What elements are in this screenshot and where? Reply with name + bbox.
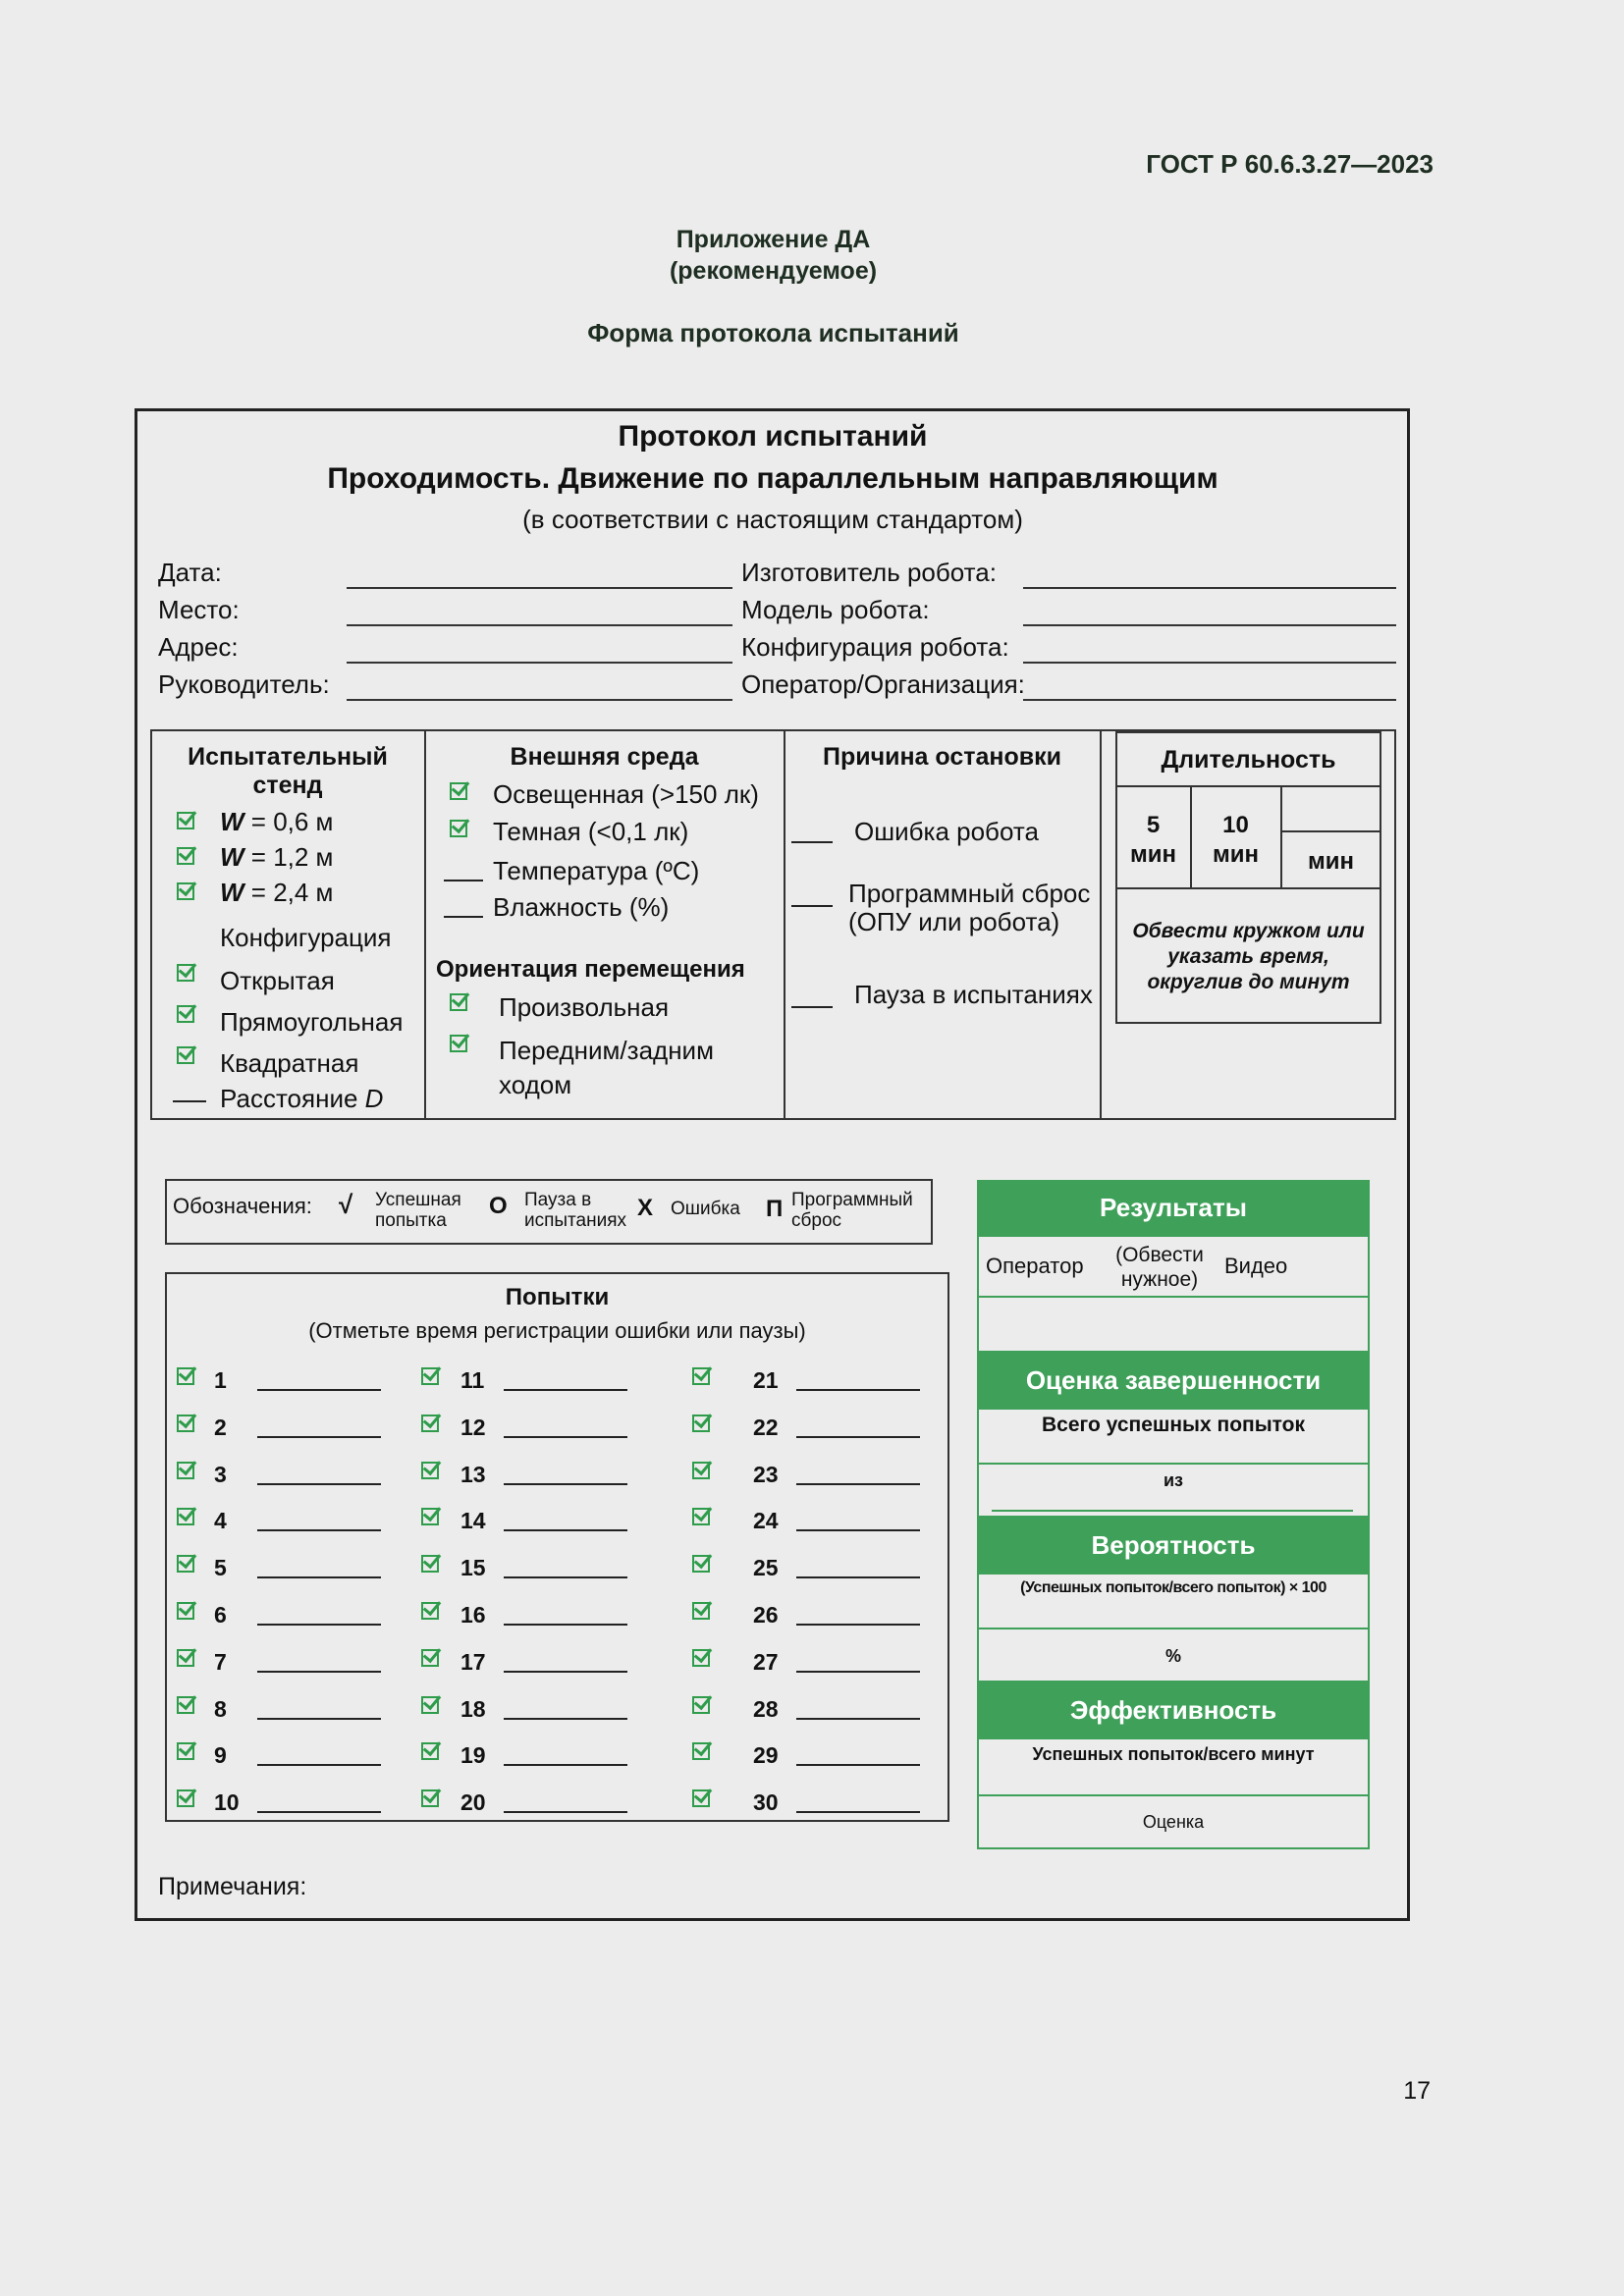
attempt-number: 24 (753, 1508, 779, 1534)
attempt-number: 18 (460, 1695, 486, 1722)
divider (977, 1296, 1370, 1298)
divider (424, 729, 426, 1120)
attempts-note: (Отметьте время регистрации ошибки или паузы) (308, 1318, 806, 1343)
attempt-number: 23 (753, 1461, 779, 1487)
attempt-number: 26 (753, 1602, 779, 1628)
attempts-header: Попытки (505, 1284, 610, 1310)
attempt-number: 2 (214, 1414, 227, 1440)
attempt-number: 7 (214, 1648, 227, 1675)
attempt-time-input-line[interactable] (796, 1671, 920, 1673)
attempt-checkbox-icon[interactable] (421, 1555, 439, 1573)
env-dark: Темная (<0,1 лк) (493, 817, 689, 846)
attempt-time-input-line[interactable] (796, 1483, 920, 1485)
width-option-3: W = 2,4 м (220, 878, 334, 907)
attempt-number: 14 (460, 1508, 486, 1534)
attempt-checkbox-icon[interactable] (421, 1649, 439, 1667)
checkbox-icon[interactable] (450, 820, 467, 837)
attempt-checkbox-icon[interactable] (692, 1367, 710, 1385)
divider (977, 1628, 1370, 1629)
legend-success-text: Успешная попытка (375, 1190, 461, 1231)
stop-robot-error: Ошибка робота (854, 817, 1039, 846)
attempt-checkbox-icon[interactable] (421, 1602, 439, 1620)
duration-10-min[interactable]: 10 мин (1212, 812, 1259, 868)
attempt-number: 1 (214, 1367, 227, 1393)
checkbox-icon[interactable] (450, 993, 467, 1011)
attempt-checkbox-icon[interactable] (421, 1742, 439, 1760)
of-label: из (1163, 1470, 1183, 1490)
attempt-checkbox-icon[interactable] (177, 1696, 194, 1714)
temperature-input-line[interactable] (444, 880, 483, 881)
attempt-number: 22 (753, 1414, 779, 1440)
legend-reset-symbol: П (766, 1196, 784, 1222)
robot-error-input-line[interactable] (791, 841, 833, 843)
field-supervisor-label: Руководитель: (158, 669, 330, 699)
attempt-number: 6 (214, 1602, 227, 1628)
attempt-time-input-line[interactable] (257, 1436, 381, 1438)
attempt-time-input-line[interactable] (257, 1529, 381, 1531)
field-address-label: Адрес: (158, 632, 239, 662)
field-model-label: Модель робота: (741, 595, 930, 624)
attempt-time-input-line[interactable] (796, 1718, 920, 1720)
attempts-box (165, 1272, 949, 1822)
distance-input-line[interactable] (173, 1100, 206, 1102)
orientation-any: Произвольная (499, 992, 670, 1022)
attempt-time-input-line[interactable] (504, 1671, 627, 1673)
attempt-checkbox-icon[interactable] (177, 1789, 194, 1807)
attempt-time-input-line[interactable] (796, 1576, 920, 1578)
attempt-checkbox-icon[interactable] (177, 1649, 194, 1667)
duration-5-min[interactable]: 5 мин (1129, 812, 1176, 868)
humidity-input-line[interactable] (444, 916, 483, 918)
attempt-time-input-line[interactable] (504, 1624, 627, 1626)
attempt-time-input-line[interactable] (257, 1389, 381, 1391)
divider (977, 1463, 1370, 1465)
attempt-number: 20 (460, 1789, 486, 1816)
checkbox-icon[interactable] (177, 1046, 194, 1064)
manufacturer-input-line[interactable] (1023, 587, 1396, 589)
attempt-time-input-line[interactable] (257, 1483, 381, 1485)
attempt-checkbox-icon[interactable] (692, 1415, 710, 1432)
results-video[interactable]: Видео (1224, 1254, 1288, 1278)
attempt-checkbox-icon[interactable] (421, 1508, 439, 1525)
operator-input-line[interactable] (1023, 699, 1396, 701)
date-input-line[interactable] (347, 587, 732, 589)
legend-reset-text: Программный сброс (791, 1190, 913, 1231)
document-code: ГОСТ Р 60.6.3.27—2023 (1146, 149, 1434, 179)
attempt-number: 28 (753, 1695, 779, 1722)
duration-header: Длительность (1161, 746, 1336, 774)
attempt-time-input-line[interactable] (796, 1529, 920, 1531)
attempt-time-input-line[interactable] (796, 1764, 920, 1766)
checkbox-icon[interactable] (177, 812, 194, 829)
field-operator-label: Оператор/Организация: (741, 669, 1025, 699)
divider (1280, 830, 1381, 832)
config-input-line[interactable] (1023, 662, 1396, 664)
attempt-number: 25 (753, 1555, 779, 1581)
checkbox-icon[interactable] (177, 1005, 194, 1023)
attempt-checkbox-icon[interactable] (692, 1789, 710, 1807)
reset-input-line[interactable] (791, 905, 833, 907)
attempt-checkbox-icon[interactable] (177, 1742, 194, 1760)
attempt-number: 21 (753, 1367, 779, 1393)
attempt-checkbox-icon[interactable] (421, 1789, 439, 1807)
attempt-checkbox-icon[interactable] (421, 1696, 439, 1714)
attempt-number: 3 (214, 1461, 227, 1487)
attempt-number: 12 (460, 1414, 486, 1440)
attempt-number: 13 (460, 1461, 486, 1487)
attempt-checkbox-icon[interactable] (692, 1742, 710, 1760)
results-operator[interactable]: Оператор (986, 1254, 1084, 1278)
stop-software-reset: Программный сброс (ОПУ или робота) (848, 879, 1091, 936)
orientation-header: Ориентация перемещения (436, 956, 745, 983)
width-option-1: W = 0,6 м (220, 807, 334, 836)
protocol-title: Протокол испытаний (618, 420, 928, 453)
attempt-checkbox-icon[interactable] (692, 1696, 710, 1714)
field-date-label: Дата: (158, 558, 222, 587)
form-title: Форма протокола испытаний (587, 318, 959, 347)
protocol-note: (в соответствии с настоящим стандартом) (522, 505, 1023, 534)
attempt-checkbox-icon[interactable] (692, 1649, 710, 1667)
attempt-checkbox-icon[interactable] (692, 1555, 710, 1573)
env-lit: Освещенная (>150 лк) (493, 779, 759, 809)
results-header: Результаты (977, 1180, 1370, 1235)
attempt-checkbox-icon[interactable] (692, 1508, 710, 1525)
env-temperature: Температура (ºС) (493, 856, 700, 885)
width-option-2: W = 1,2 м (220, 842, 334, 872)
attempt-number: 11 (460, 1367, 485, 1393)
model-input-line[interactable] (1023, 624, 1396, 626)
attempt-time-input-line[interactable] (257, 1671, 381, 1673)
attempt-checkbox-icon[interactable] (421, 1462, 439, 1479)
supervisor-input-line[interactable] (347, 699, 732, 701)
config-rect: Прямоугольная (220, 1007, 404, 1037)
legend-error-text: Ошибка (671, 1199, 740, 1219)
divider (977, 1794, 1370, 1796)
attempt-checkbox-icon[interactable] (177, 1415, 194, 1432)
checkbox-icon[interactable] (450, 782, 467, 800)
config-open: Открытая (220, 966, 335, 995)
field-config-label: Конфигурация робота: (741, 632, 1009, 662)
attempt-time-input-line[interactable] (257, 1811, 381, 1813)
environment-header: Внешняя среда (510, 743, 699, 771)
attempt-checkbox-icon[interactable] (177, 1555, 194, 1573)
attempt-number: 5 (214, 1555, 227, 1581)
attempt-checkbox-icon[interactable] (421, 1367, 439, 1385)
attempt-time-input-line[interactable] (504, 1718, 627, 1720)
attempt-checkbox-icon[interactable] (692, 1462, 710, 1479)
attempt-number: 15 (460, 1555, 486, 1581)
attempt-checkbox-icon[interactable] (421, 1415, 439, 1432)
attempt-number: 8 (214, 1695, 227, 1722)
env-humidity: Влажность (%) (493, 892, 670, 922)
attempt-time-input-line[interactable] (257, 1718, 381, 1720)
legend-label: Обозначения: (173, 1194, 312, 1218)
checkbox-icon[interactable] (450, 1035, 467, 1052)
attempt-time-input-line[interactable] (257, 1576, 381, 1578)
legend-pause-symbol: О (489, 1193, 508, 1219)
stand-header: Испытательный стенд (188, 743, 388, 799)
attempt-time-input-line[interactable] (796, 1624, 920, 1626)
stop-pause: Пауза в испытаниях (854, 980, 1093, 1009)
field-place-label: Место: (158, 595, 240, 624)
checkbox-icon[interactable] (177, 847, 194, 865)
attempt-checkbox-icon[interactable] (177, 1602, 194, 1620)
attempt-time-input-line[interactable] (504, 1483, 627, 1485)
attempt-number: 4 (214, 1508, 227, 1534)
attempt-time-input-line[interactable] (796, 1811, 920, 1813)
probability-header: Вероятность (977, 1518, 1370, 1573)
attempt-time-input-line[interactable] (504, 1764, 627, 1766)
config-square: Квадратная (220, 1048, 359, 1078)
attempt-number: 30 (753, 1789, 779, 1816)
attempt-number: 27 (753, 1648, 779, 1675)
divider (1100, 729, 1102, 1120)
attempt-time-input-line[interactable] (504, 1811, 627, 1813)
attempt-time-input-line[interactable] (504, 1389, 627, 1391)
attempt-time-input-line[interactable] (504, 1529, 627, 1531)
attempt-number: 10 (214, 1789, 240, 1816)
attempt-time-input-line[interactable] (257, 1624, 381, 1626)
attempt-time-input-line[interactable] (796, 1436, 920, 1438)
attempt-time-input-line[interactable] (257, 1764, 381, 1766)
appendix-title: Приложение ДА (676, 226, 871, 253)
attempt-number: 29 (753, 1742, 779, 1769)
pause-input-line[interactable] (791, 1006, 833, 1008)
duration-note: Обвести кружком или указать время, округлив до минут (1132, 920, 1365, 993)
appendix-note: (рекомендуемое) (669, 257, 878, 285)
of-input-line[interactable] (992, 1510, 1353, 1512)
distance-label: Расстояние D (220, 1084, 384, 1113)
attempt-checkbox-icon[interactable] (177, 1367, 194, 1385)
field-manufacturer-label: Изготовитель робота: (741, 558, 997, 587)
total-success-label: Всего успешных попыток (1042, 1414, 1305, 1436)
legend-error-symbol: Х (637, 1195, 654, 1221)
legend-pause-text: Пауза в испытаниях (524, 1190, 627, 1231)
legend-success-symbol: √ (339, 1190, 353, 1219)
place-input-line[interactable] (347, 624, 732, 626)
attempt-time-input-line[interactable] (796, 1389, 920, 1391)
attempt-time-input-line[interactable] (504, 1576, 627, 1578)
attempt-checkbox-icon[interactable] (692, 1602, 710, 1620)
config-label: Конфигурация (220, 923, 392, 952)
percent-label: % (1164, 1646, 1181, 1666)
protocol-subtitle: Проходимость. Движение по параллельным направляющим (327, 462, 1218, 495)
checkbox-icon[interactable] (177, 964, 194, 982)
duration-custom-min[interactable]: мин (1307, 848, 1354, 875)
stop-reason-header: Причина остановки (822, 743, 1062, 771)
attempt-number: 16 (460, 1602, 486, 1628)
attempt-checkbox-icon[interactable] (177, 1462, 194, 1479)
completeness-header: Оценка завершенности (977, 1353, 1370, 1408)
attempt-number: 17 (460, 1648, 486, 1675)
notes-label: Примечания: (158, 1873, 307, 1900)
orientation-fwd-back: Передним/задним ходом (499, 1036, 714, 1099)
results-choose: (Обвести нужное) (1115, 1244, 1204, 1291)
divider (1115, 785, 1381, 787)
attempt-checkbox-icon[interactable] (177, 1508, 194, 1525)
divider (784, 729, 785, 1120)
score-label: Оценка (1142, 1812, 1205, 1832)
address-input-line[interactable] (347, 662, 732, 664)
divider (1115, 887, 1381, 889)
efficiency-header: Эффективность (977, 1682, 1370, 1737)
attempt-number: 9 (214, 1742, 227, 1769)
probability-formula: (Успешных попыток/всего попыток) × 100 (1020, 1579, 1326, 1596)
efficiency-formula: Успешных попыток/всего минут (1032, 1744, 1315, 1764)
attempt-number: 19 (460, 1742, 486, 1769)
checkbox-icon[interactable] (177, 882, 194, 900)
page-number: 17 (1403, 2077, 1431, 2105)
attempt-time-input-line[interactable] (504, 1436, 627, 1438)
